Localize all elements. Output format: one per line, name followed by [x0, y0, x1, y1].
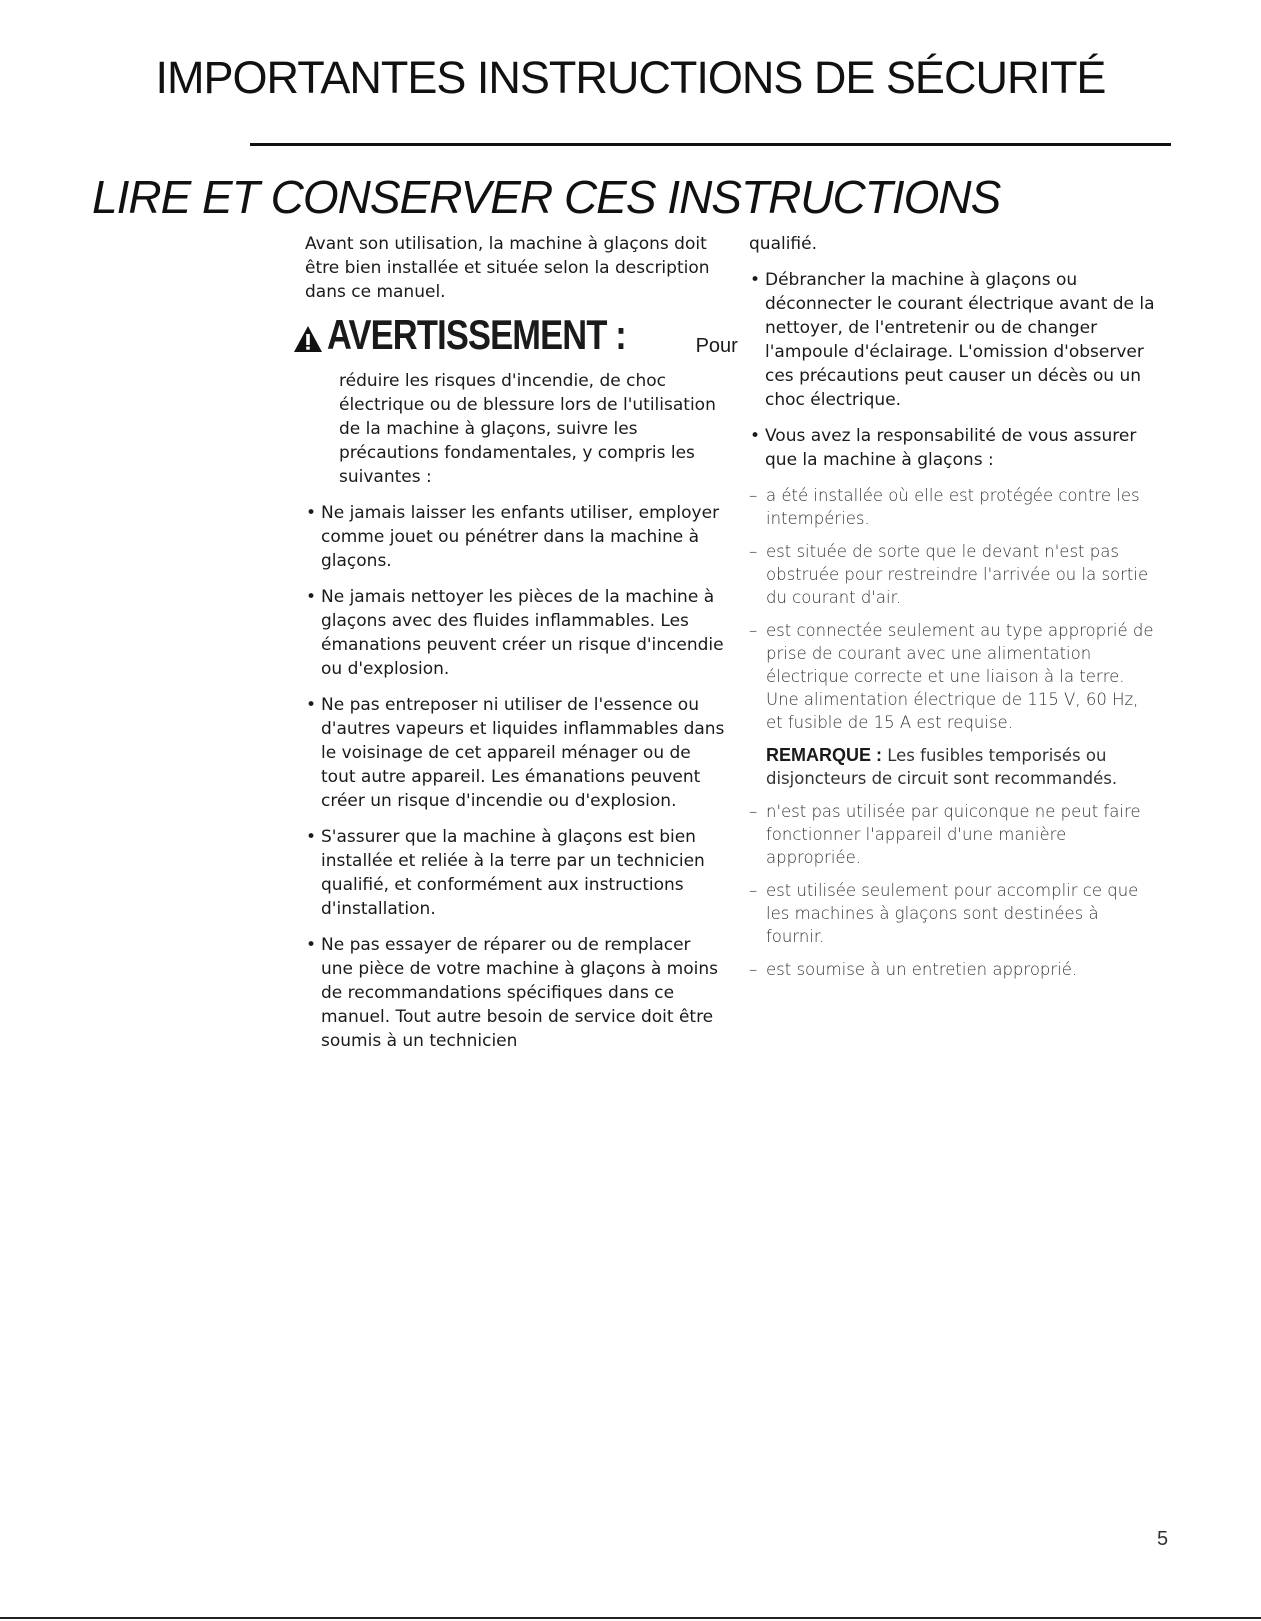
list-item	[749, 268, 1159, 412]
continuation-text: qualifié.	[749, 234, 817, 254]
list-item-text: est située de sorte que le devant n'est pas obstruée pour restreindre l'arrivée ou la sortie du courant d'air.	[766, 542, 1149, 607]
list-item-text: a été installée où elle est protégée contre les intempéries.	[766, 486, 1140, 528]
right-bullet-list	[749, 268, 1159, 472]
requirements-list-b	[749, 800, 1159, 981]
note-text: Les fusibles temporisés ou disjoncteurs de circuit sont recommandés.	[766, 746, 1118, 788]
dash-icon: –	[749, 621, 758, 640]
list-item-text: n'est pas utilisée par quiconque ne peut faire fonctionner l'appareil d'une manière appropriée.	[766, 802, 1141, 867]
list-item	[749, 800, 1159, 869]
left-bullet-list	[305, 501, 725, 1053]
warning-heading	[293, 311, 738, 369]
list-item-text: Ne pas entreposer ni utiliser de l'essence ou d'autres vapeurs et liquides inflammables dans le voisinage de cet appareil ménager ou de tout autre appareil. Les émanations peuvent créer un risque d'incendie ou d'explosion.	[321, 695, 725, 811]
list-item-text: est connectée seulement au type approprié de prise de courant avec une alimentation électrique correcte et une liaison à la terre. Une alimentation électrique de 115 V, 60 Hz, et fusible de 15 A est requise.	[766, 621, 1154, 732]
warning-triangle-icon	[293, 325, 323, 369]
list-item-text: Débrancher la machine à glaçons ou déconnecter le courant électrique avant de la nettoyer, de l'entretenir ou de changer l'ampoule d'éclairage. L'omission d'observer ces précautions peut causer un décès ou un choc électrique.	[765, 270, 1155, 410]
list-item	[749, 958, 1159, 981]
requirements-list-a	[749, 484, 1159, 734]
list-item-text: est utilisée seulement pour accomplir ce que les machines à glaçons sont destinées à fournir.	[766, 881, 1139, 946]
right-column	[749, 232, 1159, 991]
list-item-text: est soumise à un entretien approprié.	[766, 960, 1078, 979]
page-number: 5	[1157, 1528, 1169, 1550]
dash-icon: –	[749, 486, 758, 505]
list-item-text: Ne jamais laisser les enfants utiliser, employer comme jouet ou pénétrer dans la machine à glaçons.	[321, 503, 720, 571]
list-item	[749, 619, 1159, 734]
bullet-icon: •	[750, 270, 761, 290]
page-title: IMPORTANTES INSTRUCTIONS DE SÉCURITÉ	[155, 52, 1106, 103]
section-heading: LIRE ET CONSERVER CES INSTRUCTIONS	[92, 171, 1001, 223]
bullet-icon: •	[306, 503, 317, 523]
dash-icon: –	[749, 802, 758, 821]
note-label: REMARQUE :	[766, 745, 882, 765]
list-item	[305, 585, 725, 681]
list-item-text: S'assurer que la machine à glaçons est bien installée et reliée à la terre par un technicien qualifié, et conformément aux instructions d'installation.	[321, 827, 705, 919]
left-column	[305, 232, 738, 1065]
intro-paragraph: Avant son utilisation, la machine à glaçons doit être bien installée et située selon la description dans ce manuel.	[305, 234, 710, 302]
list-item	[749, 540, 1159, 609]
list-item-text: Ne jamais nettoyer les pièces de la machine à glaçons avec des fluides inflammables. Les émanations peuvent créer un risque d'incendie ou d'explosion.	[321, 587, 724, 679]
bullet-icon: •	[306, 827, 317, 847]
list-item-text: Ne pas essayer de réparer ou de remplacer une pièce de votre machine à glaçons à moins de recommandations spécifiques dans ce manuel. Tout autre besoin de service doit être soumis à un technicien	[321, 935, 718, 1051]
warning-body: réduire les risques d'incendie, de choc électrique ou de blessure lors de l'utilisation de la machine à glaçons, suivre les précautions fondamentales, y compris les suivantes :	[339, 371, 716, 487]
list-item	[305, 693, 725, 813]
bullet-icon: •	[306, 587, 317, 607]
list-item	[305, 933, 725, 1053]
dash-icon: –	[749, 960, 758, 979]
dash-icon: –	[749, 881, 758, 900]
list-item	[305, 825, 725, 921]
bullet-icon: •	[306, 695, 317, 715]
warning-label: AVERTISSEMENT :	[327, 311, 626, 358]
note	[749, 744, 1159, 790]
dash-icon: –	[749, 542, 758, 561]
title-divider	[250, 143, 1171, 146]
list-item	[305, 501, 725, 573]
list-item	[749, 424, 1159, 472]
list-item	[749, 879, 1159, 948]
list-item-text: Vous avez la responsabilité de vous assurer que la machine à glaçons :	[765, 426, 1137, 470]
bottom-divider	[0, 1617, 1261, 1619]
bullet-icon: •	[750, 426, 761, 446]
list-item	[749, 484, 1159, 530]
bullet-icon: •	[306, 935, 317, 955]
warning-lead-word: Pour	[695, 335, 738, 357]
